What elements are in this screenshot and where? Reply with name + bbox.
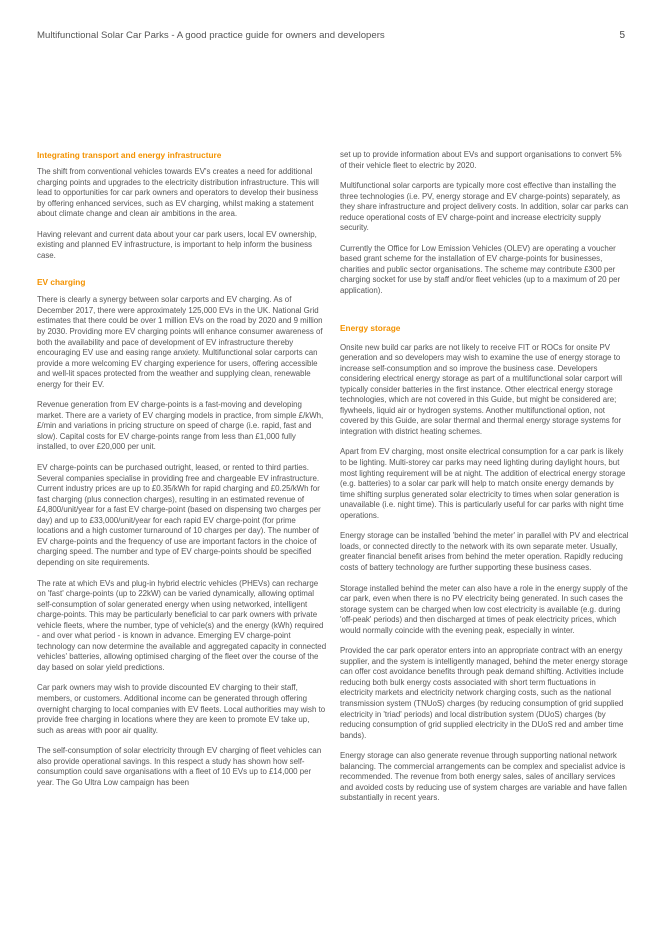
- paragraph: Energy storage can also generate revenue through supporting national network balancing. The commercial arrangements can be complex and specialist advice is recommended. The revenue from both energy sales, sales of ancillary services and avoided costs by reducing use of system charges are variable and have fallen substantially in recent years.: [340, 751, 627, 803]
- paragraph: Energy storage can be installed 'behind the meter' in parallel with PV and electrical loads, or connected directly to the network with its own separate meter. Usually, greater financial benefit arises from behind the meter operation. Rapidly reducing costs of battery technology are further supporting these business cases.: [340, 531, 629, 572]
- paragraph: Onsite new build car parks are not likely to receive FIT or ROCs for onsite PV generation and so developers may wish to examine the use of energy storage to increase self-consumption and so improve the business case. Developers considering electrical energy storage as part of a multifunctional solar carport will typically consider batteries in the first instance. Other electrical energy storage technologies, which are not covered in this Guide, but might be considered are; flywheels, liquid air or hydrogen systems. Another multifunctional option, not covered by this Guide, are solar thermal and thermal energy storage systems for integration with district heating schemes.: [340, 342, 623, 436]
- section-heading-integrating-transport: Integrating transport and energy infrastructure: [37, 150, 222, 160]
- paragraph: The self-consumption of solar electricity through EV charging of fleet vehicles can also provide operational savings. In this respect a study has shown how self-consumption could save organisations with a fleet of 10 EVs up to £14,000 per year. The Go Ultra Low campaign has been: [37, 746, 322, 787]
- paragraph: EV charge-points can be purchased outright, leased, or rented to third parties. Several companies specialise in providing free and chargeable EV infrastructure. Current industry prices are up to £0.35/kWh for rapid charging and £0.25/kWh for fast charging (plus connection charges), resulting in an estimated revenue of £4,800/unit/year for a fast EV charge-point (based on dispensing two charges per day) and up to £33,000/unit/year for each rapid EV charge-point (for prime locations and a high customer turnaround of 10 charges per day). The number of EV charge-points and the frequency of use are important factors in the choice of charging speed. The number and type of EV charge-points should be specified depending on site requirements.: [37, 463, 321, 567]
- paragraph: Car park owners may wish to provide discounted EV charging to their staff, members, or customers. Additional income can be generated through offering overnight charging to local companies with EV fleets. Local authorities may wish to provide free charging in locations where they are keen to promote EV take up, such as areas with poor air quality.: [37, 683, 326, 735]
- page-header: [37, 30, 625, 44]
- paragraph: Provided the car park operator enters into an appropriate contract with an energy supplier, and the system is intelligently managed, behind the meter energy storage can offer cost avoidance benefits through peak demand shifting. Activities include reducing both bulk energy costs associated with short term fluctuations in electricity markets and electricity network charging costs, such as the national transmission system (TNUoS) charges (by reducing consumption of grid supplied electricity in 'triad' periods) and local distribution system (DUoS) charges (by reducing consumption of grid supplied electricity in the DUoS red and amber time bands).: [340, 646, 628, 740]
- paragraph: Revenue generation from EV charge-points is a fast-moving and developing market. There are a variety of EV charging models in practice, from simple £/kWh, £/min and variations in pricing structure on speed of charge (i.e. rapid, fast and slow). Capital costs for EV charge-points range from less than £1,000 fully installed, to over £20,000 per unit.: [37, 400, 324, 452]
- left-column: [37, 150, 327, 798]
- paragraph: The shift from conventional vehicles towards EV's creates a need for additional charging points and upgrades to the electricity distribution infrastructure. This will lead to opportunities for car park owners and operators to develop their business by offering enhanced services, such as EV charging, whilst making a statement about climate change and clean air ambitions in the area.: [37, 167, 319, 219]
- document-title: Multifunctional Solar Car Parks - A good practice guide for owners and developers: [37, 30, 385, 41]
- section-heading-ev-charging: EV charging: [37, 277, 86, 288]
- paragraph: Multifunctional solar carports are typically more cost effective than installing the three technologies (i.e. PV, energy storage and EV charge-points) separately, as they share infrastructure and project delivery costs. In addition, solar car parks can reduce operational costs of EV charge-point and increase electricity supply security.: [340, 181, 629, 233]
- page-number: 5: [619, 30, 625, 41]
- paragraph: Having relevant and current data about your car park users, local EV ownership, existing and planned EV infrastructure, is important to help inform the business case.: [37, 229, 317, 260]
- paragraph: There is clearly a synergy between solar carports and EV charging. As of December 2017, there were approximately 125,000 EVs in the UK. National Grid estimates that there could be over 1 million EVs on the road by 2020 and 9 million by 2030. Providing more EV charging points will enhance consumer awareness of both the availability and pace of development of EV infrastructure thereby encouraging EV use and easing range anxiety. Multifunctional solar carports can provide a more welcoming EV charging experience for users, offering accessible and well-lit spaces protected from the weather and supplying clean, renewable energy for their EV.: [37, 295, 323, 389]
- paragraph: set up to provide information about EVs and support organisations to convert 5% of their vehicle fleet to electric by 2020.: [340, 150, 622, 170]
- paragraph: The rate at which EVs and plug-in hybrid electric vehicles (PHEVs) can recharge on 'fast' charge-points (up to 22kW) can be varied dynamically, allowing optimal self-consumption of solar generated energy when using networked, intelligent charge-points. This may be particularly beneficial to car park owners with private vehicle fleets, where the number, type of vehicle(s) and the energy (kWh) required - and over what period - is known in advance. Emerging EV charge-point technology can now determine the available and aggregated capacity in connected vehicles' batteries, allowing optimised charging of the fleet over the course of the day based on solar yield predictions.: [37, 578, 327, 672]
- paragraph: Currently the Office for Low Emission Vehicles (OLEV) are operating a voucher based grant scheme for the installation of EV charge-points for businesses, charities and public sector organisations. The scheme may contribute £300 per charging socket for use by staff and/or fleet vehicles (up to a maximum of 20 per application).: [340, 243, 621, 296]
- paragraph: Storage installed behind the meter can also have a role in the energy supply of the car park, even when there is no PV electricity being generated. In such cases the storage system can be charged when low cost electricity is available (e.g. during 'off-peak' periods) and then discharged at times of peak electricity prices, which would normally coincide with the evening peak, especially in winter.: [340, 583, 628, 635]
- section-heading-energy-storage: Energy storage: [340, 322, 401, 333]
- paragraph: Apart from EV charging, most onsite electrical consumption for a car park is likely to be lighting. Multi-storey car parks may need lighting during daylight hours, but most lighting requirement will be at night. The addition of electrical energy storage (e.g. batteries) to a solar car park will help to match onsite energy demands by time shifting surplus generated solar electricity to times when solar generation is unavailable (i.e. night time). This is particularly useful for car parks with night time operations.: [340, 447, 626, 520]
- right-column: [340, 150, 630, 814]
